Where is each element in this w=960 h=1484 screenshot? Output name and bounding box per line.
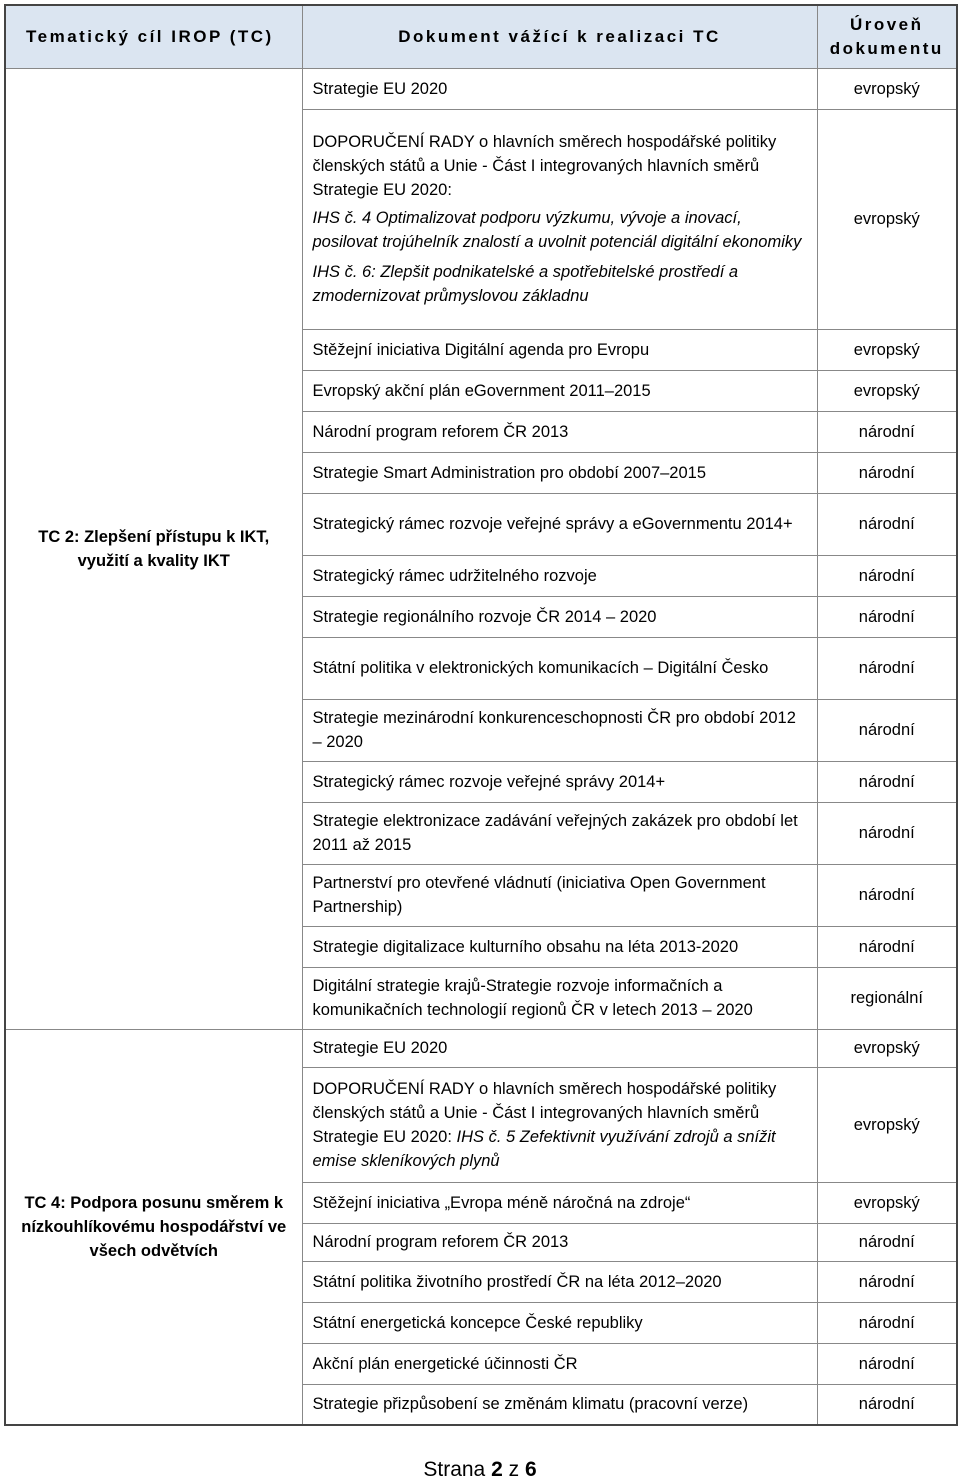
level-cell: národní	[817, 493, 957, 555]
level-cell: regionální	[817, 967, 957, 1029]
doc-cell	[302, 109, 817, 329]
level-cell: národní	[817, 637, 957, 699]
level-cell: národní	[817, 555, 957, 596]
doc-cell: Strategie přizpůsobení se změnám klimatu (pracovní verze)	[302, 1384, 817, 1425]
doc-cell: Strategický rámec rozvoje veřejné správy 2014+	[302, 761, 817, 802]
doc-cell: Strategie digitalizace kulturního obsahu na léta 2013-2020	[302, 926, 817, 967]
level-cell: národní	[817, 926, 957, 967]
header-tc: Tematický cíl IROP (TC)	[5, 5, 302, 68]
level-cell: národní	[817, 596, 957, 637]
footer-prefix: Strana	[423, 1458, 486, 1481]
level-cell: národní	[817, 411, 957, 452]
doc-cell: Partnerství pro otevřené vládnutí (iniciativa Open Government Partnership)	[302, 864, 817, 926]
footer-page-number: 2	[491, 1458, 503, 1481]
doc-cell: Strategie Smart Administration pro období 2007–2015	[302, 452, 817, 493]
table-row	[5, 1029, 957, 1067]
doc-cell: Strategie elektronizace zadávání veřejných zakázek pro období let 2011 až 2015	[302, 802, 817, 864]
level-cell: evropský	[817, 1029, 957, 1067]
doc-cell: Národní program reforem ČR 2013	[302, 1223, 817, 1261]
level-cell: evropský	[817, 1067, 957, 1182]
page-footer	[0, 1458, 960, 1482]
header-level: Úroveň dokumentu	[817, 5, 957, 68]
doc-cell: Strategický rámec udržitelného rozvoje	[302, 555, 817, 596]
doc-cell: Státní politika v elektronických komunikacích – Digitální Česko	[302, 637, 817, 699]
level-cell: národní	[817, 1343, 957, 1384]
doc-cell: Digitální strategie krajů-Strategie rozvoje informačních a komunikačních technologií regionů ČR v letech 2013 – 2020	[302, 967, 817, 1029]
level-cell: národní	[817, 864, 957, 926]
doc-cell: Strategie EU 2020	[302, 1029, 817, 1067]
footer-page-total: 6	[524, 1458, 537, 1481]
tc-cell: TC 2: Zlepšení přístupu k IKT, využití a kvality IKT	[5, 68, 302, 1029]
doc-cell: Evropský akční plán eGovernment 2011–2015	[302, 370, 817, 411]
level-cell: evropský	[817, 1182, 957, 1223]
level-cell: národní	[817, 1261, 957, 1302]
level-cell: národní	[817, 1223, 957, 1261]
doc-cell: Stěžejní iniciativa „Evropa méně náročná na zdroje“	[302, 1182, 817, 1223]
level-cell: evropský	[817, 109, 957, 329]
level-cell: národní	[817, 1302, 957, 1343]
doc-cell: Státní politika životního prostředí ČR na léta 2012–2020	[302, 1261, 817, 1302]
level-cell: evropský	[817, 329, 957, 370]
doc-cell: Strategie regionálního rozvoje ČR 2014 – 2020	[302, 596, 817, 637]
doc-italic-ihs6: IHS č. 6: Zlepšit podnikatelské a spotřebitelské prostředí a zmodernizovat průmyslovou základnu	[312, 263, 739, 305]
doc-italic-ihs5: IHS č. 5 Zefektivnit využívání zdrojů a snížit emise skleníkových plynů	[312, 1127, 776, 1170]
level-cell: národní	[817, 761, 957, 802]
doc-cell: Akční plán energetické účinnosti ČR	[302, 1343, 817, 1384]
doc-cell: Strategie mezinárodní konkurenceschopnosti ČR pro období 2012 – 2020	[302, 699, 817, 761]
level-cell: evropský	[817, 370, 957, 411]
level-cell: národní	[817, 802, 957, 864]
tc-cell: TC 4: Podpora posunu směrem k nízkouhlíkovému hospodářství ve všech odvětvích	[5, 1029, 302, 1425]
doc-cell: Národní program reforem ČR 2013	[302, 411, 817, 452]
doc-text: DOPORUČENÍ RADY o hlavních směrech hospodářské politiky členských států a Unie - Část I integrovaných hlavních směrů Strategie EU 2020:	[312, 1079, 777, 1146]
footer-separator: z	[508, 1458, 520, 1481]
level-cell: národní	[817, 699, 957, 761]
doc-cell: Stěžejní iniciativa Digitální agenda pro Evropu	[302, 329, 817, 370]
doc-text: DOPORUČENÍ RADY o hlavních směrech hospodářské politiky členských států a Unie - Část I integrovaných hlavních směrů Strategie EU 2020:	[312, 133, 777, 199]
level-cell: národní	[817, 1384, 957, 1425]
documents-table	[4, 4, 958, 1426]
header-document: Dokument vážící k realizaci TC	[302, 5, 817, 68]
doc-cell	[302, 1067, 817, 1182]
table-header-row	[5, 5, 957, 68]
doc-cell: Strategický rámec rozvoje veřejné správy a eGovernmentu 2014+	[302, 493, 817, 555]
level-cell: evropský	[817, 68, 957, 109]
doc-italic-ihs4: IHS č. 4 Optimalizovat podporu výzkumu, vývoje a inovací, posilovat trojúhelník znalostí a uvolnit potenciál digitální ekonomiky	[312, 209, 802, 251]
level-cell: národní	[817, 452, 957, 493]
table-row	[5, 68, 957, 109]
doc-cell: Státní energetická koncepce České republiky	[302, 1302, 817, 1343]
doc-cell: Strategie EU 2020	[302, 68, 817, 109]
